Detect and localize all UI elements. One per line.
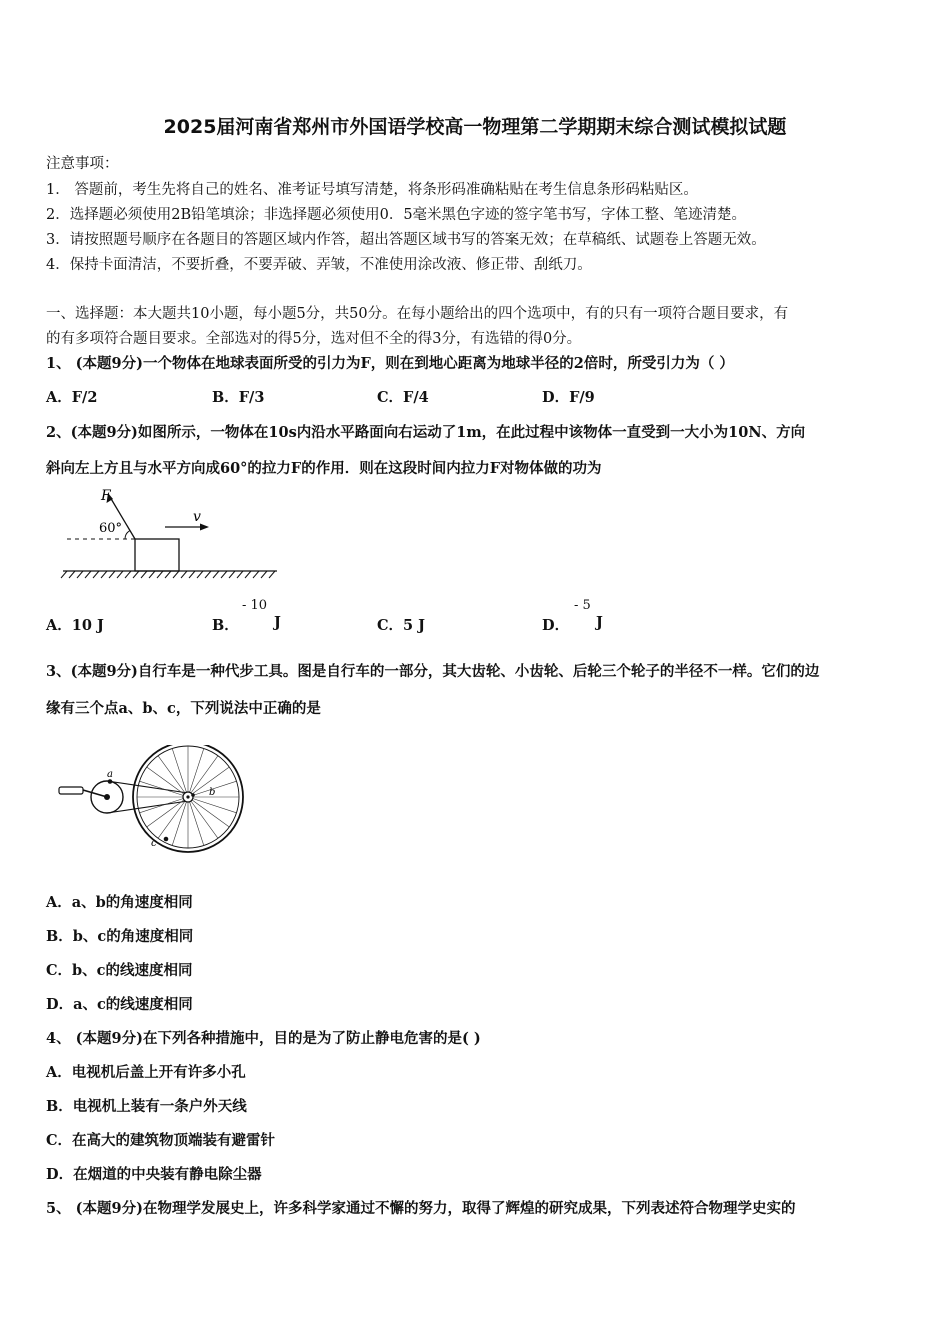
q2-option-a[interactable]: A．10 J [46,617,104,634]
point-b [191,793,195,797]
section-intro-line-2: 的有多项符合题目要求。全部选对的得5分，选对但不全的得3分，有选错的得0分。 [46,331,582,347]
q2-option-d[interactable]: D． [542,617,570,634]
question-2-stem-line-1: 2、(本题9分)如图所示，一物体在10s内沿水平路面向右运动了1m，在此过程中该物体一直受到一大小为10N、方向 [46,424,806,441]
label-a: a [107,769,113,780]
q1-option-d[interactable]: D．F/9 [542,389,595,406]
notice-item-2: 2．选择题必须使用2B铅笔填涂；非选择题必须使用0．5毫米黑色字迹的签字笔书写，字体工整、笔迹清楚。 [46,207,747,223]
question-3-stem-line-1: 3、(本题9分)自行车是一种代步工具。图是自行车的一部分，其大齿轮、小齿轮、后轮三个轮子的半径不一样。它们的边 [46,663,820,680]
force-label: F [101,488,111,504]
q3-option-c[interactable]: C．b、c的线速度相同 [46,962,193,979]
label-c: c [151,838,157,849]
q4-option-a[interactable]: A．电视机后盖上开有许多小孔 [46,1064,246,1081]
question-3-stem-line-2: 缘有三个点a、b、c，下列说法中正确的是 [46,700,321,717]
q4-option-b[interactable]: B．电视机上装有一条户外天线 [46,1098,247,1115]
velocity-label: v [193,509,201,525]
notice-heading: 注意事项： [46,156,119,172]
section-intro-line-1: 一、选择题：本大题共10小题，每小题5分，共50分。在每小题给出的四个选项中，有的只有一项符合题目要求，有 [46,306,789,322]
bicycle-diagram [55,745,250,855]
q2-option-c[interactable]: C．5 J [377,617,426,634]
question-4-stem: 4、 (本题9分)在下列各种措施中，目的是为了防止静电危害的是( ) [46,1030,481,1047]
q2-option-b[interactable]: B． [212,617,239,634]
notice-item-3: 3．请按照题号顺序在各题目的答题区域内作答，超出答题区域书写的答案无效；在草稿纸、试题卷上答题无效。 [46,232,766,248]
q1-option-c[interactable]: C．F/4 [377,389,429,406]
notice-item-4: 4．保持卡面清洁，不要折叠，不要弄破、弄皱，不准使用涂改液、修正带、刮纸刀。 [46,257,592,273]
question-5-stem: 5、 (本题9分)在物理学发展史上，许多科学家通过不懈的努力，取得了辉煌的研究成果，下列表述符合物理学史实的 [46,1200,796,1217]
label-b: b [209,787,216,798]
q1-option-b[interactable]: B．F/3 [212,389,265,406]
q2-option-d-unit: J [596,614,603,631]
q4-option-d[interactable]: D．在烟道的中央装有静电除尘器 [46,1166,262,1183]
q4-option-c[interactable]: C．在高大的建筑物顶端装有避雷针 [46,1132,276,1149]
q2-option-b-unit: J [274,614,281,631]
q3-option-a[interactable]: A．a、b的角速度相同 [46,894,193,911]
q1-option-a[interactable]: A．F/2 [46,389,98,406]
question-1-stem: 1、 (本题9分)一个物体在地球表面所受的引力为F，则在到地心距离为地球半径的2倍时，所受引力为（ ） [46,355,734,372]
angle-label: 60° [99,521,123,536]
question-2-stem-line-2: 斜向左上方且与水平方向成60°的拉力F的作用．则在这段时间内拉力F对物体做的功为 [46,460,602,477]
q3-option-b[interactable]: B．b、c的角速度相同 [46,928,194,945]
point-c [164,837,169,842]
force-diagram [55,485,285,585]
notice-item-1: 1． 答题前，考生先将自己的姓名、准考证号填写清楚，将条形码准确粘贴在考生信息条形码粘贴区。 [46,182,698,198]
block [135,539,179,571]
q2-option-d-exponent: - 5 [574,598,591,613]
q2-option-b-exponent: - 10 [242,598,268,613]
exam-title: 2025届河南省郑州市外国语学校高一物理第二学期期末综合测试模拟试题 [163,116,787,138]
q3-option-d[interactable]: D．a、c的线速度相同 [46,996,193,1013]
